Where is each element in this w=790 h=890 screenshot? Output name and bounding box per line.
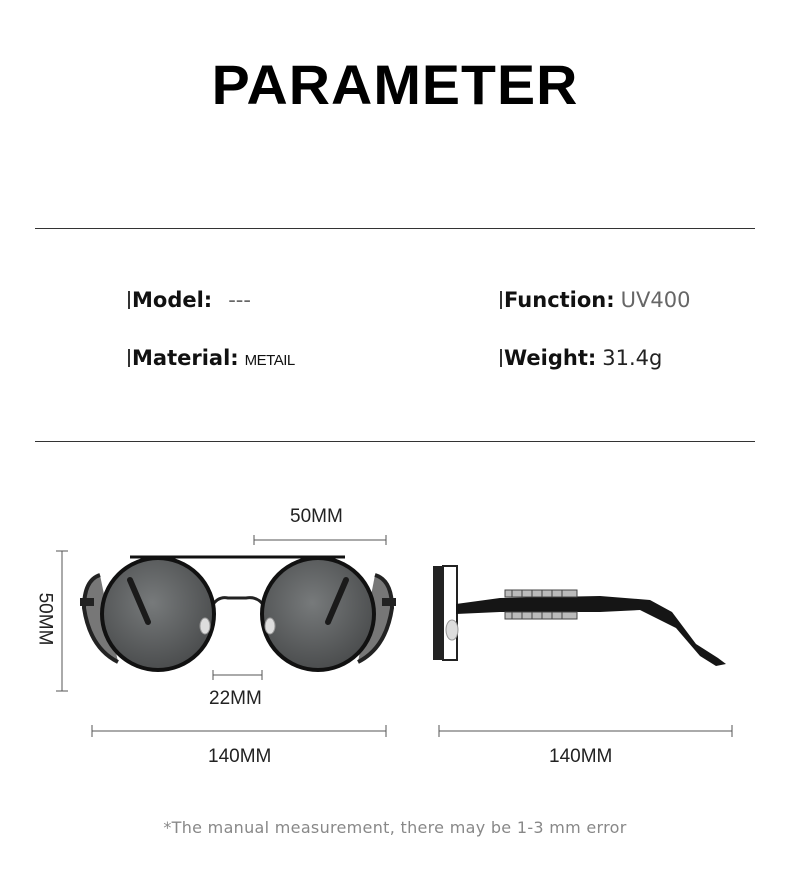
bridge-dimension: [213, 670, 262, 680]
model-label: Model:: [132, 288, 213, 312]
lens-height-dimension: [56, 551, 68, 691]
model-value: ---: [228, 288, 251, 312]
function-label: Function:: [504, 288, 615, 312]
glasses-front-view: [80, 557, 396, 670]
temple-length-label: 140MM: [549, 746, 613, 767]
bridge-label: 22MM: [209, 688, 262, 709]
glasses-side-view: [433, 566, 726, 666]
material-value: METAIL: [244, 352, 295, 369]
lens-height-label: 50MM: [34, 592, 56, 646]
page-title: PARAMETER: [211, 53, 579, 116]
lens-width-dimension: [254, 535, 386, 545]
lens-width-label: 50MM: [290, 506, 343, 527]
weight-value: 31.4g: [602, 346, 663, 370]
front-width-label: 140MM: [208, 746, 272, 767]
weight-label: Weight:: [504, 346, 597, 370]
front-width-dimension: [92, 725, 386, 737]
material-label: Material:: [132, 346, 239, 370]
temple-length-dimension: [439, 725, 732, 737]
measurement-note: *The manual measurement, there may be 1-3 mm error: [163, 818, 627, 837]
function-value: UV400: [620, 288, 691, 312]
